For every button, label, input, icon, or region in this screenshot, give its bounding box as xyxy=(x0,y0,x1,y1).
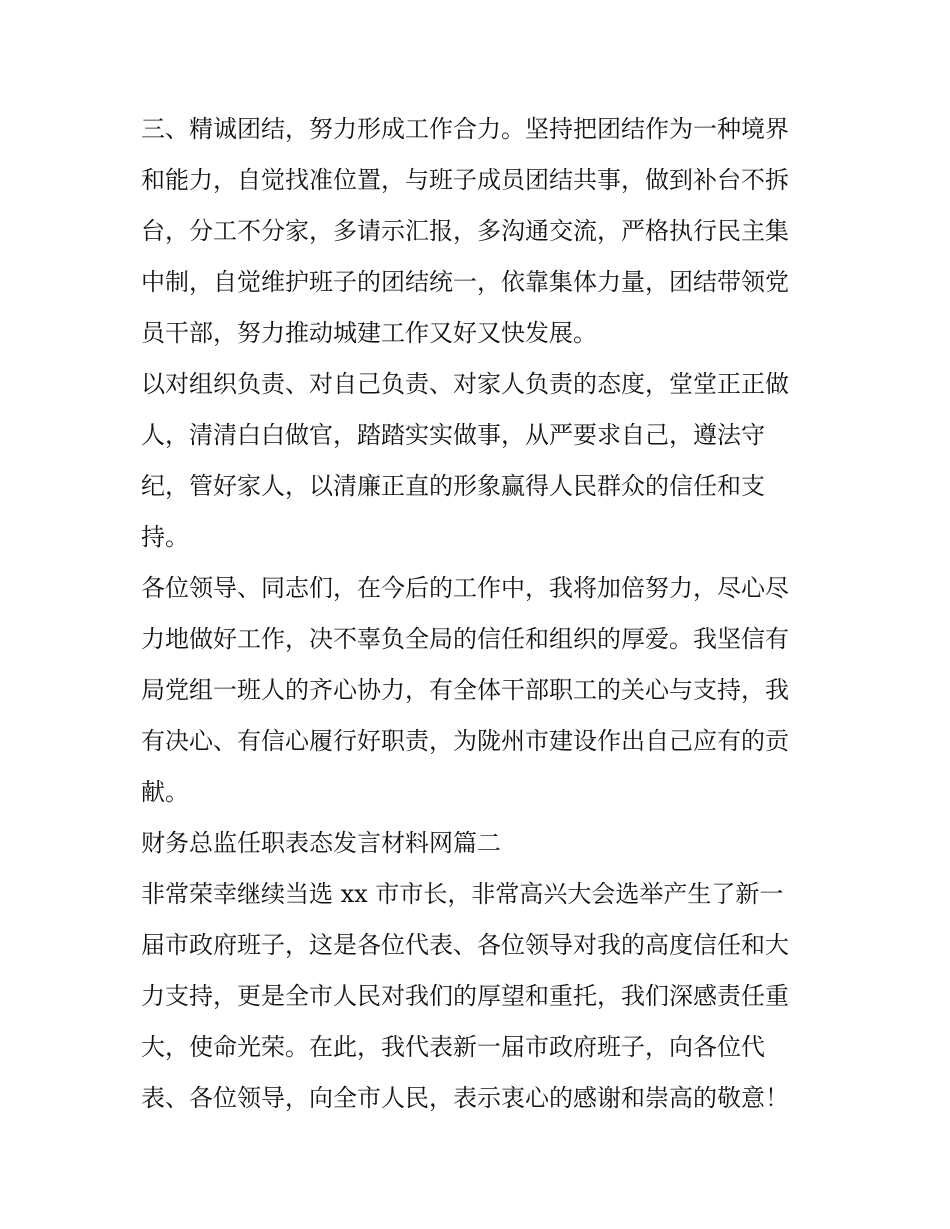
text-line: 非常荣幸继续当选 xx 市市长，非常高兴大会选举产生了新一 xyxy=(141,880,784,908)
text-line: 有决心、有信心履行好职责，为陇州市建设作出自己应有的贡 xyxy=(141,727,789,755)
text-line: 大，使命光荣。在此，我代表新一届市政府班子，向各位代 xyxy=(141,1033,765,1061)
text-line: 力支持，更是全市人民对我们的厚望和重托，我们深感责任重 xyxy=(141,982,789,1010)
text-line: 献。 xyxy=(141,778,189,806)
text-line: 纪，管好家人，以清廉正直的形象赢得人民群众的信任和支 xyxy=(141,472,765,500)
paragraph-mayor-speech xyxy=(141,869,821,1124)
text-line: 持。 xyxy=(141,523,189,551)
text-line: 中制，自觉维护班子的团结统一，依靠集体力量，团结带领党 xyxy=(141,268,789,296)
document-body xyxy=(141,104,821,1124)
paragraph-closing xyxy=(141,563,821,818)
section-title: 财务总监任职表态发言材料网篇二 xyxy=(141,829,501,857)
text-line: 三、精诚团结，努力形成工作合力。坚持把团结作为一种境界 xyxy=(141,115,789,143)
text-line: 表、各位领导，向全市人民，表示衷心的感谢和崇高的敬意！ xyxy=(141,1084,789,1112)
text-line: 以对组织负责、对自己负责、对家人负责的态度，堂堂正正做 xyxy=(141,370,789,398)
text-line: 和能力，自觉找准位置，与班子成员团结共事，做到补台不拆 xyxy=(141,166,789,194)
paragraph-integrity xyxy=(141,359,821,563)
paragraph-solidarity xyxy=(141,104,821,359)
text-line: 台，分工不分家，多请示汇报，多沟通交流，严格执行民主集 xyxy=(141,217,789,245)
text-line: 局党组一班人的齐心协力，有全体干部职工的关心与支持，我 xyxy=(141,676,789,704)
text-line: 员干部，努力推动城建工作又好又快发展。 xyxy=(141,319,597,347)
text-line: 力地做好工作，决不辜负全局的信任和组织的厚爱。我坚信有 xyxy=(141,625,789,653)
text-line: 人，清清白白做官，踏踏实实做事，从严要求自己，遵法守 xyxy=(141,421,765,449)
text-line: 各位领导、同志们，在今后的工作中，我将加倍努力，尽心尽 xyxy=(141,574,789,602)
text-line: 届市政府班子，这是各位代表、各位领导对我的高度信任和大 xyxy=(141,931,789,959)
section-heading xyxy=(141,818,821,869)
